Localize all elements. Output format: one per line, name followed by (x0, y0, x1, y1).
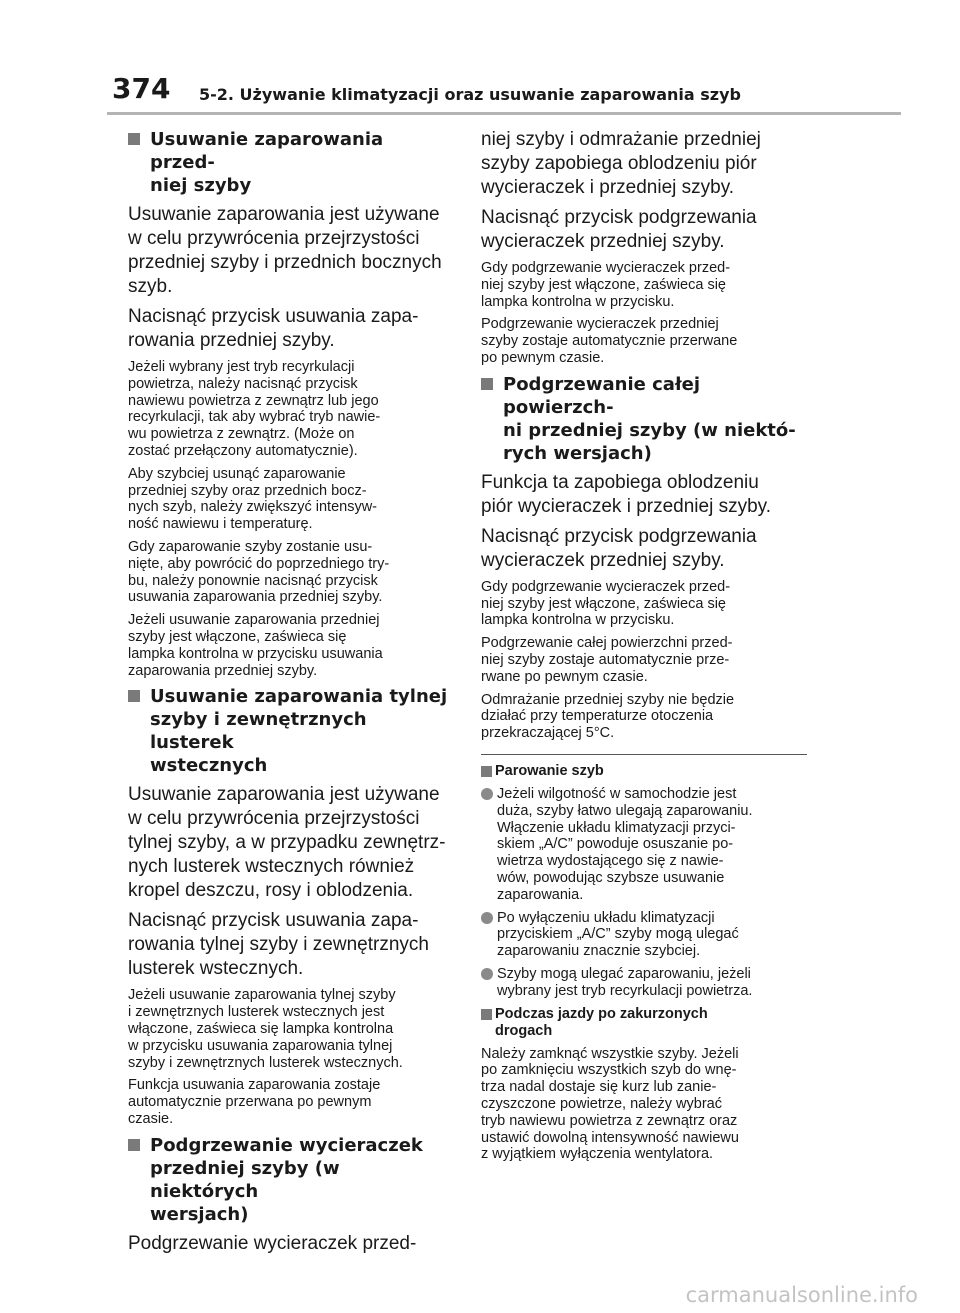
note-paragraph: Jeżeli usuwanie zaparowania przedniej szyby jest włączone, zaświeca się lampka kontrolna w przycisku usuwania zaparowania przedniej szyby. (128, 612, 383, 679)
circle-bullet-icon (481, 912, 493, 924)
list-item (481, 910, 807, 960)
note-heading-text: Parowanie szyb (495, 762, 604, 779)
note-heading-dusty-roads (481, 1006, 807, 1040)
page-header (0, 0, 960, 120)
note-paragraph: Podgrzewanie wycieraczek przedniej szyby zostaje automatycznie przerwane po pewnym czasie. (481, 316, 738, 366)
note-paragraph: Funkcja usuwania zaparowania zostaje automatycznie przerwana po pewnym czasie. (128, 1077, 381, 1127)
section-heading-rear-defog (128, 685, 454, 777)
note-paragraph: Gdy zaparowanie szyby zostanie usu- nięte, aby powrócić do poprzedniego try- bu, należy ponownie nacisnąć przycisk usuwania zaparowania przedniej szyby. (128, 538, 390, 606)
circle-bullet-icon (481, 788, 493, 800)
note-heading-fogging (481, 763, 807, 780)
notes-divider (481, 754, 807, 755)
section-heading-wiper-deicer (128, 1134, 454, 1226)
square-bullet-icon (481, 766, 492, 777)
paragraph: Usuwanie zaparowania jest używane w celu przywrócenia przejrzystości przedniej szyby i przednich bocznych szyb. (128, 204, 442, 297)
note-paragraph: Jeżeli wybrany jest tryb recyrkulacji powietrza, należy nacisnąć przycisk nawiewu powietrza z zewnątrz lub jego recyrkulacji, tak aby wybrać tryb nawie- wu powietrza z zewnątrz. (Może on zostać przełączony automatycznie). (128, 359, 381, 459)
note-paragraph: Aby szybciej usunąć zaparowanie przedniej szyby oraz przednich bocz- nych szyb, należy zwiększyć intensyw- ność nawiewu i temperaturę. (128, 465, 377, 533)
heading-text: Usuwanie zaparowania tylnej szyby i zewnętrznych lusterek wstecznych (150, 686, 448, 777)
list-item (481, 786, 807, 904)
list-item (481, 966, 807, 1000)
square-bullet-icon (481, 1009, 492, 1020)
paragraph: niej szyby i odmrażanie przedniej szyby zapobiega oblodzeniu piór wycieraczek i przedniej szyby. (481, 129, 761, 198)
paragraph: Nacisnąć przycisk podgrzewania wycieraczek przedniej szyby. (481, 207, 757, 252)
square-bullet-icon (481, 378, 493, 390)
note-paragraph: Należy zamknąć wszystkie szyby. Jeżeli po zamknięciu wszystkich szyb do wnę- trza nadal dostaje się kurz lub zanie- czyszczone powietrze, należy wybrać tryb nawiewu powietrza z zewnątrz oraz ustawić dowolną intensywność nawiewu z wyjątkiem wyłączenia wentylatora. (481, 1045, 739, 1163)
list-item-text: Po wyłączeniu układu klimatyzacji przyciskiem „A/C” szyby mogą ulegać zaparowaniu znacznie szybciej. (497, 909, 739, 960)
heading-text: Usuwanie zaparowania przed- niej szyby (150, 129, 384, 196)
paragraph: Funkcja ta zapobiega oblodzeniu piór wycieraczek i przedniej szyby. (481, 471, 772, 517)
paragraph: Nacisnąć przycisk podgrzewania wycieraczek przedniej szyby. (481, 525, 757, 571)
paragraph: Podgrzewanie wycieraczek przed- (128, 1232, 417, 1254)
right-column (481, 128, 807, 1169)
paragraph: Nacisnąć przycisk usuwania zapa- rowania tylnej szyby i zewnętrznych lusterek wstecznych. (128, 910, 429, 980)
left-column (128, 128, 454, 1262)
square-bullet-icon (128, 133, 140, 145)
heading-text: Podgrzewanie wycieraczek przedniej szyby (w niektórych wersjach) (150, 1134, 423, 1225)
note-paragraph: Gdy podgrzewanie wycieraczek przed- niej szyby jest włączone, zaświeca się lampka kontrolna w przycisku. (481, 260, 731, 310)
list-item-text: Szyby mogą ulegać zaparowaniu, jeżeli wybrany jest tryb recyrkulacji powietrza. (497, 965, 753, 999)
paragraph: Nacisnąć przycisk usuwania zapa- rowania przedniej szyby. (128, 306, 419, 351)
watermark: carmanualsonline.info (685, 1283, 918, 1307)
square-bullet-icon (128, 1139, 140, 1151)
note-paragraph: Odmrażanie przedniej szyby nie będzie działać przy temperaturze otoczenia przekraczającej 5°C. (481, 691, 735, 742)
page-number: 374 (112, 72, 171, 105)
note-paragraph: Gdy podgrzewanie wycieraczek przed- niej szyby jest włączone, zaświeca się lampka kontrolna w przycisku. (481, 578, 731, 629)
note-heading-text: Podczas jazdy po zakurzonych drogach (495, 1005, 708, 1039)
note-paragraph: Podgrzewanie całej powierzchni przed- niej szyby zostaje automatycznie prze- rwane po pewnym czasie. (481, 635, 733, 685)
square-bullet-icon (128, 690, 140, 702)
note-paragraph: Jeżeli usuwanie zaparowania tylnej szyby i zewnętrznych lusterek wstecznych jest włączone, zaświeca się lampka kontrolna w przycisku usuwania zaparowania tylnej szyby i zewnętrznych lusterek wstecznych. (128, 987, 403, 1071)
section-heading-full-windshield-heater (481, 373, 807, 465)
list-item-text: Jeżeli wilgotność w samochodzie jest duża, szyby łatwo ulegają zaparowaniu. Włączenie układu klimatyzacji przyci- skiem „A/C” powoduje osuszanie po- wietrza wydostającego się z nawie- wów, powodując szybsze usuwanie zaparowania. (497, 785, 753, 903)
header-rule (107, 112, 901, 115)
heading-text: Podgrzewanie całej powierzch- ni przedniej szyby (w niektó- rych wersjach) (503, 373, 796, 464)
chapter-title: 5-2. Używanie klimatyzacji oraz usuwanie zaparowania szyb (199, 85, 741, 104)
circle-bullet-icon (481, 968, 493, 980)
section-heading-windshield-defog (128, 128, 454, 197)
paragraph: Usuwanie zaparowania jest używane w celu przywrócenia przejrzystości tylnej szyby, a w przypadku zewnętrz- nych lusterek wstecznych również kropel deszczu, rosy i oblodzenia. (128, 784, 446, 902)
